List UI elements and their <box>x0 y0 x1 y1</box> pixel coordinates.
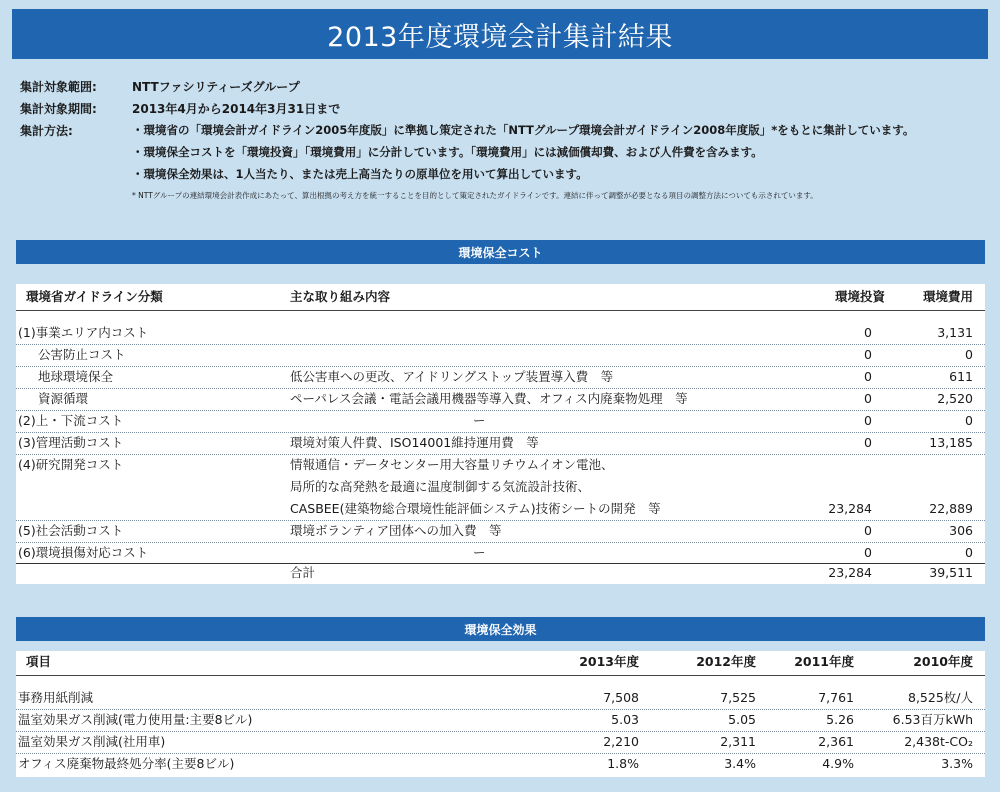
cost-table <box>16 284 985 584</box>
total-label: 合計 <box>290 565 316 580</box>
col-header-2013: 2013年度 <box>579 654 639 669</box>
row-divider <box>16 388 985 389</box>
table-row-category: (2)上・下流コスト <box>18 413 124 428</box>
table-row-content: 環境ボランティア団体への加入費 等 <box>290 523 502 538</box>
table-row-category: (5)社会活動コスト <box>18 523 124 538</box>
table-row-expense: 306 <box>949 523 973 538</box>
table-row-content: 低公害車への更改、アイドリングストップ装置導入費 等 <box>290 369 614 384</box>
table-row-invest: 0 <box>864 391 872 406</box>
method-label: 集計方法: <box>20 124 73 138</box>
effect-row-2012: 7,525 <box>720 690 756 705</box>
row-divider <box>16 709 985 710</box>
table-row-expense: 611 <box>949 369 973 384</box>
period-label: 集計対象期間: <box>20 102 97 116</box>
row-divider <box>16 344 985 345</box>
col-header-2011: 2011年度 <box>794 654 854 669</box>
table-row-invest: 0 <box>864 369 872 384</box>
col-header-category: 環境省ガイドライン分類 <box>26 289 163 304</box>
table-row-category: 資源循環 <box>38 391 89 406</box>
header-divider <box>16 675 985 676</box>
table-row-content: 情報通信・データセンター用大容量リチウムイオン電池、 <box>290 457 614 472</box>
row-divider <box>16 410 985 411</box>
table-row-category: (3)管理活動コスト <box>18 435 124 450</box>
col-header-item: 項目 <box>26 654 52 669</box>
table-row-content: ペーパレス会議・電話会議用機器等導入費、オフィス内廃棄物処理 等 <box>290 391 688 406</box>
method-line: ・環境保全効果は、1人当たり、または売上高当たりの原単位を用いて算出しています。 <box>132 167 588 181</box>
effect-row-2013: 7,508 <box>603 690 639 705</box>
effect-row-2010: 2,438t-CO₂ <box>904 734 973 749</box>
effect-row-item: 温室効果ガス削減(電力使用量:主要8ビル) <box>18 712 253 727</box>
row-divider <box>16 454 985 455</box>
col-header-content: 主な取り組み内容 <box>290 289 391 304</box>
effect-row-2011: 2,361 <box>818 734 854 749</box>
table-row-expense: 22,889 <box>929 501 973 516</box>
table-row-invest: 0 <box>864 523 872 538</box>
method-line: ・環境保全コストを「環境投資」「環境費用」に分計しています。「環境費用」には減価償却費、および人件費を含みます。 <box>132 145 763 159</box>
table-row-invest: 0 <box>864 413 872 428</box>
table-row-invest: 0 <box>864 545 872 560</box>
table-row-content: CASBEE(建築物総合環境性能評価システム)技術シートの開発 等 <box>290 501 661 516</box>
effect-row-2011: 5.26 <box>826 712 854 727</box>
table-row-category: (4)研究開発コスト <box>18 457 124 472</box>
col-header-2010: 2010年度 <box>913 654 973 669</box>
cost-section-header: 環境保全コスト <box>16 240 985 264</box>
effect-row-item: 温室効果ガス削減(社用車) <box>18 734 166 749</box>
effect-row-2013: 1.8% <box>607 756 639 771</box>
table-row-expense: 13,185 <box>929 435 973 450</box>
row-divider <box>16 432 985 433</box>
effect-row-2012: 3.4% <box>724 756 756 771</box>
table-row-content: ー <box>473 545 486 560</box>
row-divider <box>16 731 985 732</box>
table-row-invest: 0 <box>864 435 872 450</box>
effect-section-header: 環境保全効果 <box>16 617 985 641</box>
effect-row-item: オフィス廃棄物最終処分率(主要8ビル) <box>18 756 235 771</box>
page-title: 2013年度環境会計集計結果 <box>12 9 988 59</box>
table-row-expense: 0 <box>965 413 973 428</box>
row-divider <box>16 520 985 521</box>
table-row-content: 環境対策人件費、ISO14001維持運用費 等 <box>290 435 539 450</box>
method-line: ・環境省の「環境会計ガイドライン2005年度版」に準拠し策定された「NTTグループ環境会計ガイドライン2008年度版」*をもとに集計しています。 <box>132 123 915 137</box>
table-row-invest: 0 <box>864 347 872 362</box>
col-header-invest: 環境投資 <box>834 289 885 304</box>
table-row-expense: 2,520 <box>937 391 973 406</box>
effect-row-2012: 2,311 <box>720 734 756 749</box>
total-invest: 23,284 <box>828 565 872 580</box>
row-divider <box>16 542 985 543</box>
effect-row-2010: 8,525枚/人 <box>908 690 973 705</box>
range-value: NTTファシリティーズグループ <box>132 80 300 94</box>
row-divider <box>16 366 985 367</box>
table-row-category: 公害防止コスト <box>38 347 126 362</box>
table-row-invest: 23,284 <box>828 501 872 516</box>
header-divider <box>16 310 985 311</box>
period-value: 2013年4月から2014年3月31日まで <box>132 102 341 116</box>
effect-row-2013: 5.03 <box>611 712 639 727</box>
table-row-expense: 0 <box>965 347 973 362</box>
table-row-category: (6)環境損傷対応コスト <box>18 545 149 560</box>
col-header-2012: 2012年度 <box>696 654 756 669</box>
effect-row-2011: 4.9% <box>822 756 854 771</box>
footnote: * NTTグループの連結環境会計表作成にあたって、算出根拠の考え方を統一することを目的として策定されたガイドラインです。連結に伴って調整が必要となる項目の調整方法についても示されています。 <box>132 191 818 200</box>
effect-row-2010: 3.3% <box>941 756 973 771</box>
table-row-expense: 0 <box>965 545 973 560</box>
table-row-category: (1)事業エリア内コスト <box>18 325 149 340</box>
row-divider <box>16 753 985 754</box>
range-label: 集計対象範囲: <box>20 80 97 94</box>
effect-row-2012: 5.05 <box>728 712 756 727</box>
effect-row-2013: 2,210 <box>603 734 639 749</box>
effect-row-item: 事務用紙削減 <box>18 690 94 705</box>
table-row-content: ー <box>473 413 486 428</box>
col-header-expense: 環境費用 <box>922 289 973 304</box>
effect-row-2010: 6.53百万kWh <box>892 712 973 727</box>
effect-table <box>16 651 985 777</box>
effect-row-2011: 7,761 <box>818 690 854 705</box>
table-row-content: 局所的な高発熱を最適に温度制御する気流設計技術、 <box>290 479 591 494</box>
table-row-category: 地球環境保全 <box>38 369 114 384</box>
total-expense: 39,511 <box>929 565 973 580</box>
table-row-invest: 0 <box>864 325 872 340</box>
table-row-expense: 3,131 <box>937 325 973 340</box>
